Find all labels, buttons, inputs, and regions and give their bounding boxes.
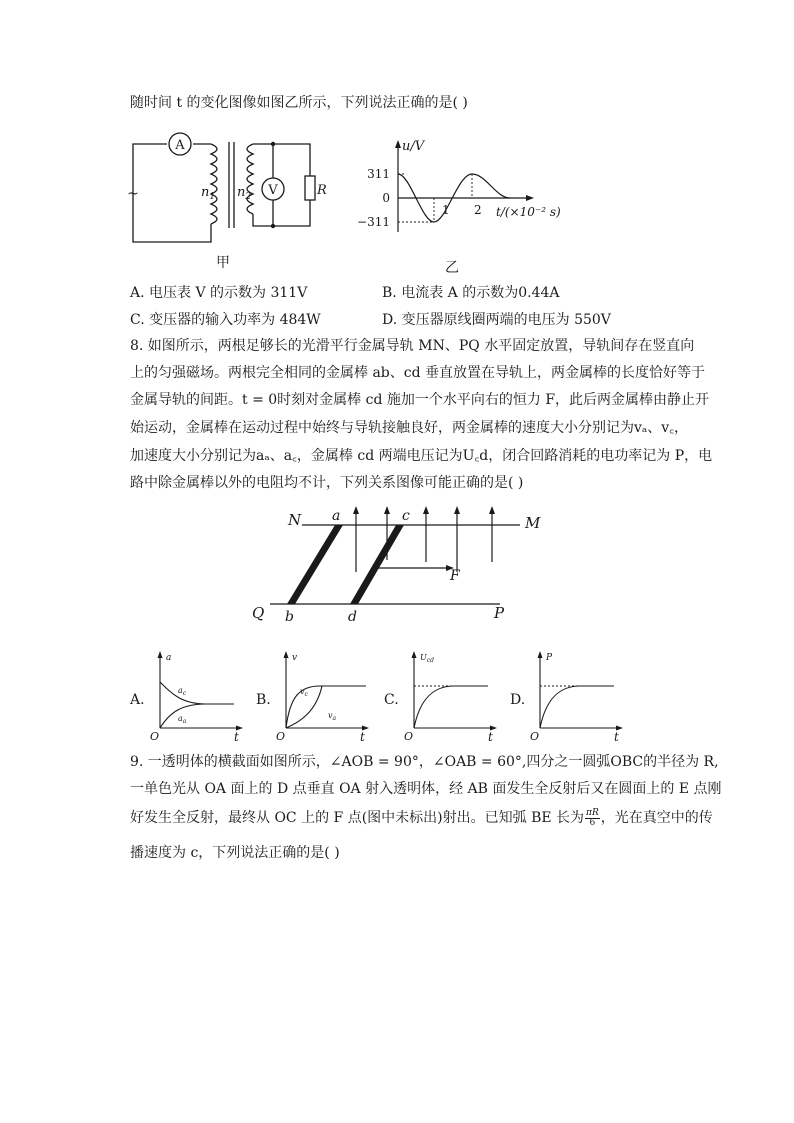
q9-line-3 — [130, 808, 713, 828]
graph-a-curve2: $a_a$ — [178, 714, 187, 725]
graph-d-xlabel: t — [614, 730, 619, 743]
q9-line-1: 9. 一透明体的横截面如图所示，∠AOB = 90°，∠OAB = 60°,四分之一圆弧OBC的半径为 R, — [130, 754, 719, 770]
graph-a-ylabel: a — [166, 653, 172, 663]
rod-label-d: d — [348, 609, 357, 625]
graph-a-xlabel: t — [234, 730, 239, 743]
q9-line-3-pre: 好发生全反射，最终从 OC 上的 F 点(图中未标出)射出。已知弧 BE 长为 — [130, 810, 585, 826]
q8-rails-figure — [250, 500, 550, 630]
q8-graph-c-label: C. — [384, 692, 399, 708]
rail-label-p: P — [494, 604, 505, 622]
rail-label-q: Q — [252, 604, 265, 622]
graph-a-origin: O — [150, 730, 160, 743]
graph-b-ylabel: v — [292, 653, 298, 663]
graph-d-origin: O — [530, 730, 540, 743]
figure-jia-circuit — [125, 128, 335, 248]
graph-d-ylabel: P — [546, 653, 553, 663]
graph-b-curve2: $v_a$ — [328, 711, 337, 722]
fraction-numerator: πR — [586, 807, 599, 818]
graph-b-xlabel: t — [360, 730, 365, 743]
q7-option-a: A. 电压表 V 的示数为 311V — [130, 285, 308, 301]
force-label-f: F — [450, 568, 460, 584]
yi-xlabel: t/(×10⁻² s) — [496, 205, 561, 219]
yi-zero: 0 — [382, 191, 390, 205]
yi-tick-1: 1 — [442, 203, 450, 217]
q8-graph-d-label: D. — [510, 692, 526, 708]
q8-graph-b — [274, 648, 374, 743]
q7-option-b: B. 电流表 A 的示数为0.44A — [382, 285, 560, 301]
rail-label-n: N — [288, 511, 302, 529]
rod-label-a: a — [332, 508, 341, 524]
yi-ymin: −311 — [357, 215, 390, 229]
q8-graph-d — [528, 648, 628, 743]
q9-line-4: 播速度为 c，下列说法正确的是( ) — [130, 845, 340, 861]
rod-label-c: c — [402, 508, 410, 524]
intro-line: 随时间 t 的变化图像如图乙所示，下列说法正确的是( ) — [130, 95, 468, 111]
resistor-label: R — [317, 183, 327, 198]
q8-line-4: 始运动，金属棒在运动过程中始终与导轨接触良好，两金属棒的速度大小分别记为vₐ、v꜀， — [130, 420, 689, 436]
q8-graph-c — [402, 648, 502, 743]
yi-tick-2: 2 — [474, 203, 482, 217]
n2-label: $n_2$ — [237, 185, 252, 202]
figure-jia-caption: 甲 — [216, 255, 230, 271]
q8-line-6: 路中除金属棒以外的电阻均不计，下列关系图像可能正确的是( ) — [130, 475, 524, 491]
yi-ylabel: u/V — [402, 139, 425, 154]
figure-yi-caption: 乙 — [445, 260, 459, 276]
voltmeter-label: V — [268, 183, 278, 198]
fraction-denominator: 6 — [589, 817, 596, 828]
q9-line-3-post: ，光在真空中的传 — [600, 810, 713, 826]
rod-label-b: b — [285, 609, 294, 625]
ammeter-label: A — [175, 138, 185, 153]
ac-source-symbol: ~ — [127, 186, 139, 202]
q8-line-2: 上的匀强磁场。两根完全相同的金属棒 ab、cd 垂直放置在导轨上，两金属棒的长度恰好等于 — [130, 365, 706, 381]
q8-graph-a-label: A. — [130, 692, 145, 708]
graph-b-curve1: $v_c$ — [300, 687, 308, 698]
graph-a-curve1: $a_c$ — [178, 686, 187, 697]
q7-option-c: C. 变压器的输入功率为 484W — [130, 312, 321, 328]
graph-c-origin: O — [404, 730, 414, 743]
q8-graph-b-label: B. — [256, 692, 271, 708]
arc-length-fraction — [585, 809, 600, 828]
q8-graph-a — [148, 648, 248, 743]
figure-yi-graph — [350, 132, 580, 242]
q9-line-2: 一单色光从 OA 面上的 D 点垂直 OA 射入透明体，经 AB 面发生全反射后又在圆面上的 E 点刚 — [130, 781, 722, 797]
rail-label-m: M — [525, 514, 541, 532]
yi-ymax: 311 — [367, 167, 390, 181]
q8-line-1: 8. 如图所示，两根足够长的光滑平行金属导轨 MN、PQ 水平固定放置，导轨间存在竖直向 — [130, 338, 695, 354]
graph-c-xlabel: t — [488, 730, 493, 743]
n1-label: $n_1$ — [201, 185, 216, 202]
q8-line-5: 加速度大小分别记为aₐ、a꜀，金属棒 cd 两端电压记为U꜀d，闭合回路消耗的电功率记为 P，电 — [130, 448, 713, 464]
q8-line-3: 金属导轨的间距。t = 0时刻对金属棒 cd 施加一个水平向右的恒力 F，此后两金属棒由静止开 — [130, 392, 710, 408]
graph-b-origin: O — [276, 730, 286, 743]
q7-option-d: D. 变压器原线圈两端的电压为 550V — [382, 312, 611, 328]
graph-c-ylabel: $U_{cd}$ — [420, 653, 434, 664]
